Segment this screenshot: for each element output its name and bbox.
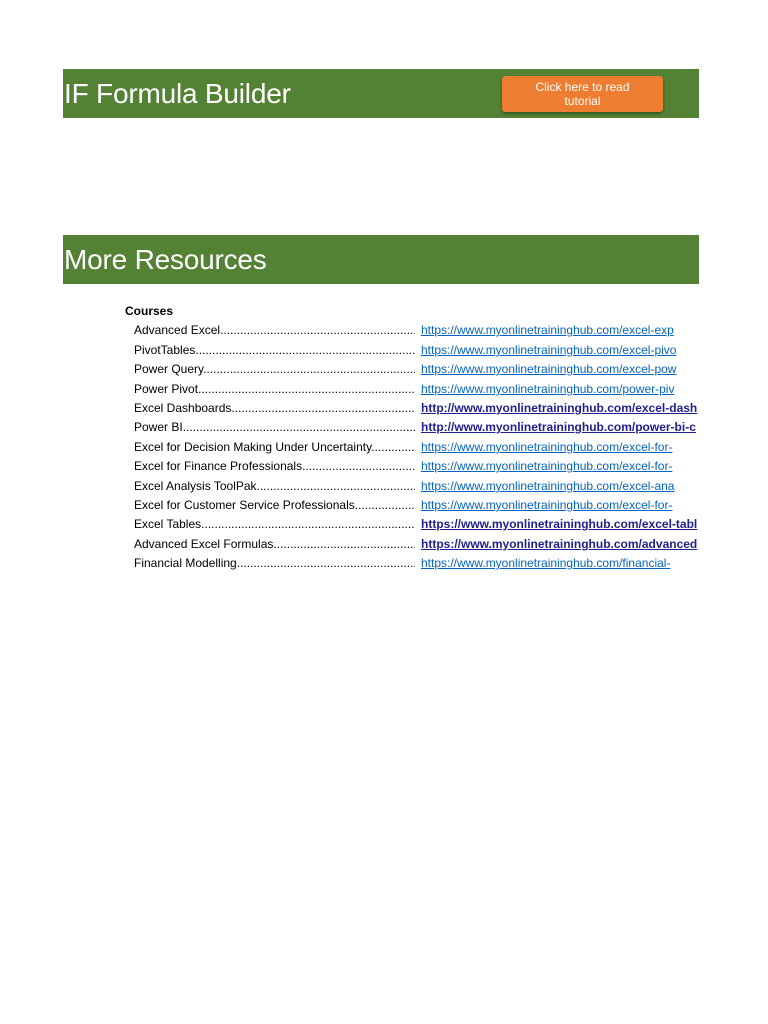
course-row (134, 399, 699, 418)
course-name: Power Pivot ..... (134, 380, 415, 399)
section-title: More Resources (64, 244, 267, 275)
page-title: IF Formula Builder (64, 78, 291, 109)
course-name: Excel Dashboards ..... (134, 399, 415, 418)
more-resources-banner (63, 235, 699, 284)
course-row (134, 438, 699, 457)
course-row (134, 418, 699, 437)
course-row (134, 341, 699, 360)
course-row (134, 380, 699, 399)
course-link[interactable]: https://www.myonlinetraininghub.com/excel-for- (421, 459, 673, 473)
read-tutorial-button[interactable] (502, 76, 663, 112)
course-link[interactable]: https://www.myonlinetraininghub.com/excel-for- (421, 498, 673, 512)
course-name: Power BI ..... (134, 418, 415, 437)
course-link[interactable]: https://www.myonlinetraininghub.com/excel-pivo (421, 343, 677, 357)
course-row (134, 321, 699, 340)
course-name: Advanced Excel ..... (134, 321, 415, 340)
course-link[interactable]: https://www.myonlinetraininghub.com/excel-ana (421, 479, 675, 493)
course-name: PivotTables ..... (134, 341, 415, 360)
course-name: Excel Tables ..... (134, 515, 415, 534)
courses-heading: Courses (125, 304, 174, 318)
course-link[interactable]: https://www.myonlinetraininghub.com/excel-for- (421, 440, 673, 454)
course-row (134, 360, 699, 379)
course-link[interactable]: https://www.myonlinetraininghub.com/advanced (421, 537, 698, 551)
course-row (134, 477, 699, 496)
course-row (134, 535, 699, 554)
course-row (134, 496, 699, 515)
course-name: Advanced Excel Formulas ..... (134, 535, 415, 554)
course-name: Excel for Finance Professionals ..... (134, 457, 415, 476)
course-name: Excel for Decision Making Under Uncertainty ..... (134, 438, 415, 457)
read-tutorial-button-label: Click here to read tutorial (535, 80, 630, 108)
course-name: Financial Modelling ..... (134, 554, 415, 573)
course-link[interactable]: http://www.myonlinetraininghub.com/power-bi-c (421, 420, 696, 434)
course-link[interactable]: https://www.myonlinetraininghub.com/excel-tabl (421, 517, 698, 531)
course-link[interactable]: https://www.myonlinetraininghub.com/excel-pow (421, 362, 677, 376)
course-link[interactable]: http://www.myonlinetraininghub.com/excel-dash (421, 401, 698, 415)
course-name: Excel Analysis ToolPak ..... (134, 477, 415, 496)
course-row (134, 457, 699, 476)
course-name: Excel for Customer Service Professionals ..... (134, 496, 415, 515)
course-row (134, 554, 699, 573)
course-name: Power Query ..... (134, 360, 415, 379)
course-link[interactable]: https://www.myonlinetraininghub.com/power-piv (421, 382, 675, 396)
course-row (134, 515, 699, 534)
course-link[interactable]: https://www.myonlinetraininghub.com/financial- (421, 556, 671, 570)
course-link[interactable]: https://www.myonlinetraininghub.com/excel-exp (421, 323, 674, 337)
